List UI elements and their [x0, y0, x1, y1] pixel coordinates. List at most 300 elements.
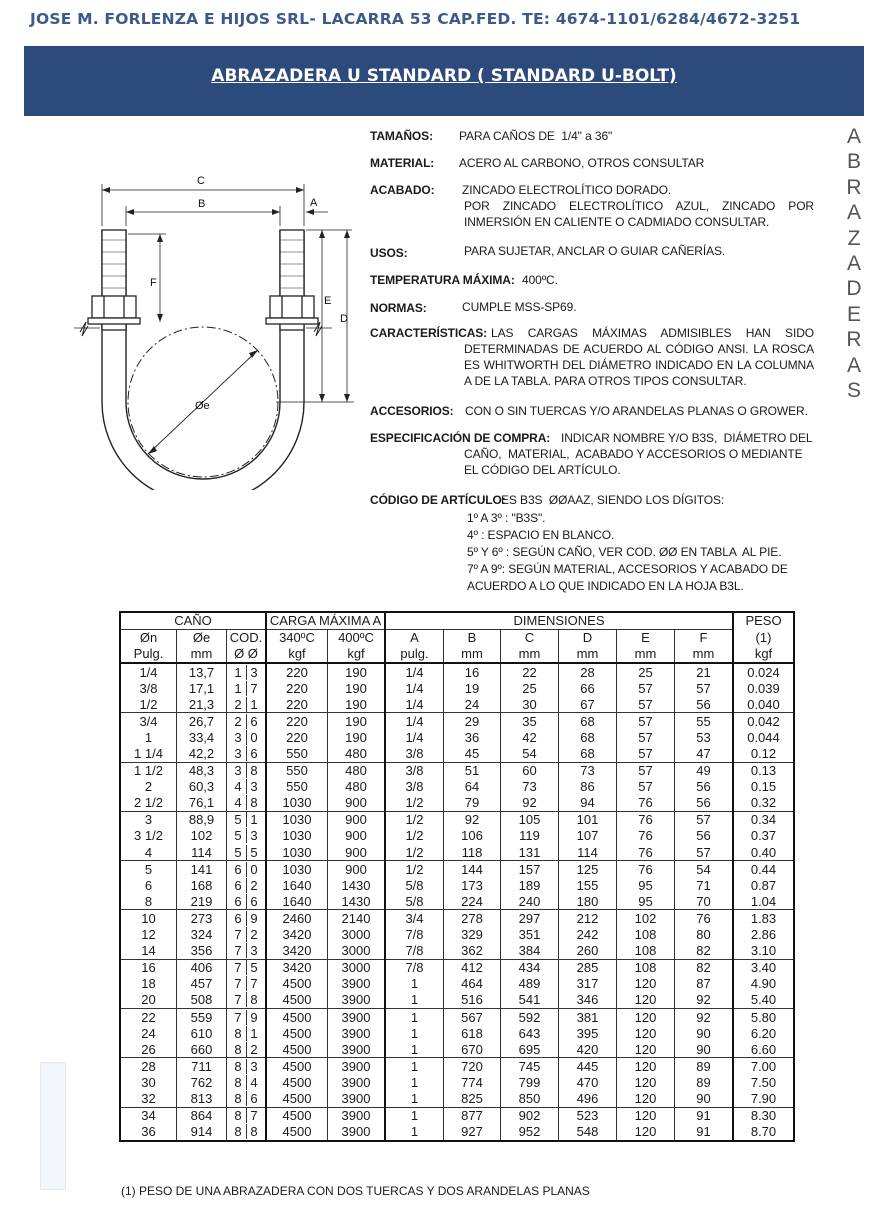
table-cell: 120 [617, 976, 675, 992]
cod-digit: 8 [234, 1108, 242, 1124]
table-cell: 900 [328, 795, 386, 812]
table-cell: 3/8 [139, 680, 158, 696]
codigo-line-3: 4º : ESPACIO EN BLANCO. [467, 528, 615, 542]
table-cell: 660 [177, 1041, 227, 1058]
cod-digit: 3 [246, 943, 262, 958]
table-cell: 0.32 [733, 795, 794, 812]
table-cell: 1/4 [385, 663, 444, 680]
cod-cell [227, 745, 267, 762]
table-cell: 80 [675, 927, 734, 943]
table-cell: 18 [141, 976, 156, 992]
table-cell: 927 [444, 1124, 501, 1141]
table-cell: 120 [617, 1041, 675, 1058]
table-cell: 22 [501, 663, 559, 680]
codigo-line-6: ACUERDO A LO QUE INDICADO EN LA HOJA B3L. [467, 579, 744, 593]
cod-digit: 6 [246, 714, 262, 729]
table-cell: 106 [444, 828, 501, 844]
cod-digit: 4 [234, 779, 242, 795]
table-row [120, 779, 794, 795]
table-cell: 25 [617, 663, 675, 680]
cod-cell [227, 1008, 267, 1025]
table-cell: 2 [144, 779, 153, 795]
cod-cell [227, 1025, 267, 1041]
especificacion-label: ESPECIFICACIÓN DE COMPRA: [370, 431, 551, 445]
table-cell: 0.024 [733, 663, 794, 680]
table-cell: 120 [617, 1090, 675, 1107]
table-cell: 1 [385, 1074, 444, 1090]
table-cell: 95 [617, 893, 675, 910]
table-cell: 1 [385, 1107, 444, 1124]
table-cell: 5.80 [733, 1008, 794, 1025]
cod-digit: 7 [234, 927, 242, 943]
cod-cell [227, 663, 267, 680]
table-cell: 54 [501, 745, 559, 762]
table-cell: 1/4 [385, 696, 444, 713]
table-cell: 57 [617, 762, 675, 779]
table-cell: 457 [177, 976, 227, 992]
label-f: F [150, 277, 157, 289]
cod-digit: 5 [234, 828, 242, 844]
table-cell: 22 [141, 1009, 156, 1025]
cod-cell [227, 976, 267, 992]
material-label: MATERIAL: [370, 156, 435, 170]
cod-digit: 4 [234, 795, 242, 811]
table-cell: 285 [559, 959, 617, 976]
table-cell: 1 1/4 [120, 745, 177, 762]
table-cell: 1/4 [139, 664, 158, 680]
normas-label: NORMAS: [370, 301, 427, 315]
table-cell: 57 [617, 680, 675, 696]
table-cell: 220 [266, 663, 328, 680]
table-cell: 21 [675, 663, 734, 680]
table-cell: 30 [141, 1074, 156, 1090]
codigo-line-4: 5º Y 6º : SEGÚN CAÑO, VER COD. ØØ EN TABLA AL PIE. [467, 545, 782, 559]
cod-cell [227, 1090, 267, 1107]
cod-digit: 7 [246, 681, 262, 696]
caract-line-3: ES WHITWORTH DEL DIÁMETRO INDICADO EN LA COLUMNA [464, 358, 814, 372]
table-cell: 51 [444, 762, 501, 779]
table-cell: 7.90 [733, 1090, 794, 1107]
dimensions-table-wrap [119, 611, 795, 1142]
cod-digit: 6 [246, 746, 262, 761]
cod-digit: 6 [234, 893, 242, 909]
table-cell: 5 [144, 861, 153, 877]
table-cell: 0.044 [733, 729, 794, 745]
table-cell: 4500 [266, 976, 328, 992]
cod-digit: 2 [246, 927, 262, 942]
table-cell: 902 [501, 1107, 559, 1124]
table-cell: 523 [559, 1107, 617, 1124]
table-cell: 3900 [328, 1107, 386, 1124]
table-cell: 1/2 [385, 795, 444, 812]
table-cell: 914 [177, 1124, 227, 1141]
table-cell: 141 [177, 861, 227, 878]
table-cell: 813 [177, 1090, 227, 1107]
table-cell: 89 [675, 1074, 734, 1090]
table-cell: 395 [559, 1025, 617, 1041]
table-cell: 1 [144, 729, 153, 745]
caract-line-1: LAS CARGAS MÁXIMAS ADMISIBLES HAN SIDO [491, 326, 814, 340]
table-cell: 4500 [266, 1090, 328, 1107]
table-cell: 95 [617, 877, 675, 893]
table-cell: 0.040 [733, 696, 794, 713]
acabado-label: ACABADO: [370, 183, 435, 197]
table-row [120, 663, 794, 680]
table-cell: 190 [328, 729, 386, 745]
table-cell: 1030 [266, 844, 328, 861]
table-row [120, 729, 794, 745]
table-cell: 1430 [328, 893, 386, 910]
spec-block [370, 128, 820, 598]
table-cell: 7/8 [385, 959, 444, 976]
cod-cell [227, 910, 267, 927]
table-cell: 406 [177, 959, 227, 976]
table-cell: 1640 [266, 893, 328, 910]
table-cell: 2 1/2 [120, 795, 177, 812]
table-cell: 56 [675, 795, 734, 812]
table-row [120, 959, 794, 976]
table-cell: 3900 [328, 976, 386, 992]
table-cell: 76 [675, 910, 734, 927]
label-oe: Øe [195, 400, 210, 412]
col-header: (1) [733, 630, 794, 647]
table-cell: 3900 [328, 1090, 386, 1107]
table-cell: 91 [675, 1107, 734, 1124]
cod-digit: 2 [234, 713, 242, 729]
table-cell: 120 [617, 1074, 675, 1090]
cod-digit: 8 [234, 1074, 242, 1090]
table-cell: 3 1/2 [134, 828, 163, 844]
table-cell: 76 [617, 811, 675, 828]
table-cell: 119 [501, 828, 559, 844]
table-cell: 567 [444, 1008, 501, 1025]
cod-digit: 0 [246, 730, 262, 745]
table-cell: 220 [266, 680, 328, 696]
cod-digit: 6 [234, 877, 242, 893]
cod-digit: 5 [246, 960, 262, 975]
side-letter: E [846, 302, 861, 326]
side-letter: A [846, 201, 861, 225]
table-row [120, 1107, 794, 1124]
cod-digit: 7 [234, 992, 242, 1008]
table-cell: 420 [559, 1041, 617, 1058]
table-cell: 470 [559, 1074, 617, 1090]
table-cell: 108 [617, 927, 675, 943]
col-header: C [501, 630, 559, 647]
table-cell: 73 [501, 779, 559, 795]
cod-cell [227, 1041, 267, 1058]
unit-header: mm [559, 646, 617, 663]
table-cell: 107 [559, 828, 617, 844]
group-header-carga: CARGA MÁXIMA A [266, 612, 385, 630]
table-cell: 55 [675, 713, 734, 730]
table-cell: 900 [328, 828, 386, 844]
cod-cell [227, 811, 267, 828]
table-cell: 240 [501, 893, 559, 910]
table-cell: 56 [675, 696, 734, 713]
table-cell: 825 [444, 1090, 501, 1107]
tamanos-label: TAMAÑOS: [370, 129, 433, 143]
cod-digit: 7 [234, 976, 242, 992]
table-cell: 670 [444, 1041, 501, 1058]
u-bolt-drawing [70, 170, 365, 490]
table-cell: 496 [559, 1090, 617, 1107]
table-cell: 1030 [266, 795, 328, 812]
table-cell: 0.15 [733, 779, 794, 795]
table-cell: 1 [385, 1058, 444, 1075]
table-cell: 10 [141, 910, 156, 926]
acabado-line-2: POR ZINCADO ELECTROLÍTICO AZUL, ZINCADO POR [464, 199, 814, 213]
unit-header: Pulg. [120, 646, 177, 663]
table-cell: 3 [144, 812, 153, 828]
table-cell: 3900 [328, 1058, 386, 1075]
table-cell: 88,9 [177, 811, 227, 828]
cod-digit: 8 [246, 763, 262, 778]
table-cell: 3420 [266, 927, 328, 943]
table-cell: 1 [385, 976, 444, 992]
table-cell: 1/2 [385, 828, 444, 844]
table-cell: 66 [559, 680, 617, 696]
table-cell: 60 [501, 762, 559, 779]
table-cell: 102 [617, 910, 675, 927]
side-vertical-word [842, 124, 866, 403]
table-cell: 762 [177, 1074, 227, 1090]
table-cell: 94 [559, 795, 617, 812]
table-cell: 168 [177, 877, 227, 893]
group-header-cano: CAÑO [120, 612, 266, 630]
table-cell: 412 [444, 959, 501, 976]
cod-digit: 8 [234, 1124, 242, 1140]
table-cell: 384 [501, 943, 559, 960]
codigo-line-1: ES B3S ØØAAZ, SIENDO LOS DÍGITOS: [501, 493, 725, 507]
cod-digit: 1 [246, 812, 262, 827]
normas-value: CUMPLE MSS-SP69. [462, 300, 577, 314]
table-row [120, 1025, 794, 1041]
side-letter: R [846, 328, 862, 352]
table-cell: 5/8 [385, 893, 444, 910]
table-cell: 91 [675, 1124, 734, 1141]
table-cell: 16 [444, 663, 501, 680]
cod-cell [227, 762, 267, 779]
cod-cell [227, 844, 267, 861]
table-cell: 26 [120, 1041, 177, 1058]
table-cell: 356 [177, 943, 227, 960]
cod-digit: 1 [246, 697, 262, 712]
table-cell: 799 [501, 1074, 559, 1090]
table-cell: 6.60 [733, 1041, 794, 1058]
cod-digit: 1 [234, 680, 242, 696]
table-cell: 3.10 [733, 943, 794, 960]
table-cell: 3420 [266, 943, 328, 960]
table-cell: 125 [559, 861, 617, 878]
table-cell: 7/8 [385, 927, 444, 943]
table-cell: 1640 [266, 877, 328, 893]
table-cell: 48,3 [177, 762, 227, 779]
table-cell: 190 [328, 713, 386, 730]
cod-cell [227, 861, 267, 878]
table-cell: 1 1/2 [134, 763, 163, 779]
table-cell: 42 [501, 729, 559, 745]
table-cell: 745 [501, 1058, 559, 1075]
unit-header: mm [501, 646, 559, 663]
table-cell: 53 [675, 729, 734, 745]
cod-cell [227, 1058, 267, 1075]
table-cell: 3900 [328, 1008, 386, 1025]
table-cell: 1.83 [733, 910, 794, 927]
dimensions-table [119, 611, 795, 1142]
espec-line-3: EL CÓDIGO DEL ARTÍCULO. [464, 463, 621, 477]
table-cell: 3000 [328, 959, 386, 976]
table-cell: 550 [266, 745, 328, 762]
table-cell: 351 [501, 927, 559, 943]
table-cell: 4500 [266, 1041, 328, 1058]
label-d: D [340, 313, 348, 325]
cod-digit: 8 [246, 795, 262, 810]
acabado-line-3: INMERSIÓN EN CALIENTE O CADMIADO CONSULTAR. [464, 215, 770, 229]
espec-line-1: INDICAR NOMBRE Y/O B3S, DIÁMETRO DEL [561, 431, 813, 445]
table-cell: 8.30 [733, 1107, 794, 1124]
group-header-peso: PESO [733, 612, 794, 630]
company-header: JOSE M. FORLENZA E HIJOS SRL- LACARRA 53 CAP.FED. TE: 4674-1101/6284/4672-3251 [30, 10, 801, 28]
table-row [120, 1124, 794, 1141]
label-e: E [324, 295, 332, 307]
label-b: B [198, 198, 206, 210]
table-cell: 105 [501, 811, 559, 828]
table-cell: 0.34 [733, 811, 794, 828]
table-cell: 68 [559, 729, 617, 745]
cod-digit: 6 [246, 1091, 262, 1106]
table-cell: 0.042 [733, 713, 794, 730]
table-cell: 101 [559, 811, 617, 828]
table-cell: 92 [444, 811, 501, 828]
table-cell: 317 [559, 976, 617, 992]
table-cell: 36 [120, 1124, 177, 1141]
table-cell: 3/4 [139, 713, 158, 729]
cod-digit: 2 [246, 1042, 262, 1057]
cod-digit: 2 [246, 878, 262, 893]
table-cell: 297 [501, 910, 559, 927]
table-cell: 1030 [266, 861, 328, 878]
table-cell: 0.12 [733, 745, 794, 762]
cod-digit: 6 [234, 861, 242, 877]
side-letter: D [846, 277, 862, 301]
table-row [120, 795, 794, 812]
cod-cell [227, 1074, 267, 1090]
table-cell: 610 [177, 1025, 227, 1041]
table-cell: 4500 [266, 992, 328, 1009]
table-row [120, 877, 794, 893]
cod-digit: 7 [234, 960, 242, 976]
table-cell: 212 [559, 910, 617, 927]
table-cell: 480 [328, 762, 386, 779]
table-cell: 1/2 [120, 696, 177, 713]
table-cell: 5/8 [385, 877, 444, 893]
footnote: (1) PESO DE UNA ABRAZADERA CON DOS TUERCAS Y DOS ARANDELAS PLANAS [121, 1184, 590, 1198]
table-cell: 70 [675, 893, 734, 910]
table-cell: 592 [501, 1008, 559, 1025]
table-cell: 1 [385, 1124, 444, 1141]
table-cell: 3/8 [385, 745, 444, 762]
table-cell: 1 [385, 1025, 444, 1041]
table-cell: 7.50 [733, 1074, 794, 1090]
col-header: Øn [139, 630, 158, 645]
table-cell: 1 [385, 1090, 444, 1107]
table-cell: 900 [328, 861, 386, 878]
cod-digit: 3 [234, 763, 242, 779]
table-cell: 434 [501, 959, 559, 976]
unit-header: kgf [733, 646, 794, 663]
table-cell: 60,3 [177, 779, 227, 795]
table-cell: 102 [177, 828, 227, 844]
cod-cell [227, 696, 267, 713]
table-cell: 49 [675, 762, 734, 779]
table-cell: 1/4 [385, 680, 444, 696]
table-cell: 2.86 [733, 927, 794, 943]
table-cell: 189 [501, 877, 559, 893]
cod-digit: 3 [246, 779, 262, 794]
table-cell: 464 [444, 976, 501, 992]
table-cell: 17,1 [177, 680, 227, 696]
table-row [120, 927, 794, 943]
col-header: E [617, 630, 675, 647]
table-cell: 82 [675, 943, 734, 960]
table-cell: 120 [617, 992, 675, 1009]
side-letter: A [846, 125, 861, 148]
table-cell: 56 [675, 828, 734, 844]
table-cell: 900 [328, 811, 386, 828]
table-body [120, 663, 794, 1141]
table-cell: 3900 [328, 992, 386, 1009]
table-cell: 260 [559, 943, 617, 960]
table-cell: 1/2 [385, 861, 444, 878]
table-cell: 1030 [266, 811, 328, 828]
table-cell: 273 [177, 910, 227, 927]
table-cell: 3900 [328, 1025, 386, 1041]
table-cell: 3900 [328, 1124, 386, 1141]
table-cell: 20 [120, 992, 177, 1009]
table-cell: 4500 [266, 1058, 328, 1075]
table-cell: 3.40 [733, 959, 794, 976]
cod-digit: 0 [246, 862, 262, 877]
table-cell: 3900 [328, 1074, 386, 1090]
table-cell: 87 [675, 976, 734, 992]
table-row [120, 976, 794, 992]
table-cell: 720 [444, 1058, 501, 1075]
table-cell: 64 [444, 779, 501, 795]
table-cell: 76 [617, 828, 675, 844]
table-cell: 242 [559, 927, 617, 943]
table-cell: 1.04 [733, 893, 794, 910]
cod-digit: 3 [246, 1059, 262, 1074]
table-cell: 1/2 [385, 844, 444, 861]
table-cell: 1/2 [385, 811, 444, 828]
cod-digit: 8 [234, 1058, 242, 1074]
unit-header: mm [177, 646, 227, 663]
cod-cell [227, 1107, 267, 1124]
side-letter: R [846, 175, 862, 199]
table-cell: 618 [444, 1025, 501, 1041]
cod-digit: 8 [234, 1090, 242, 1106]
col-header: 340ºC [266, 630, 328, 647]
table-row [120, 696, 794, 713]
table-cell: 346 [559, 992, 617, 1009]
acabado-line-1: ZINCADO ELECTROLÍTICO DORADO. [462, 183, 672, 197]
table-cell: 900 [328, 844, 386, 861]
side-letter: S [846, 379, 861, 403]
table-cell: 4500 [266, 1074, 328, 1090]
table-cell: 36 [444, 729, 501, 745]
col-header: F [675, 630, 734, 647]
